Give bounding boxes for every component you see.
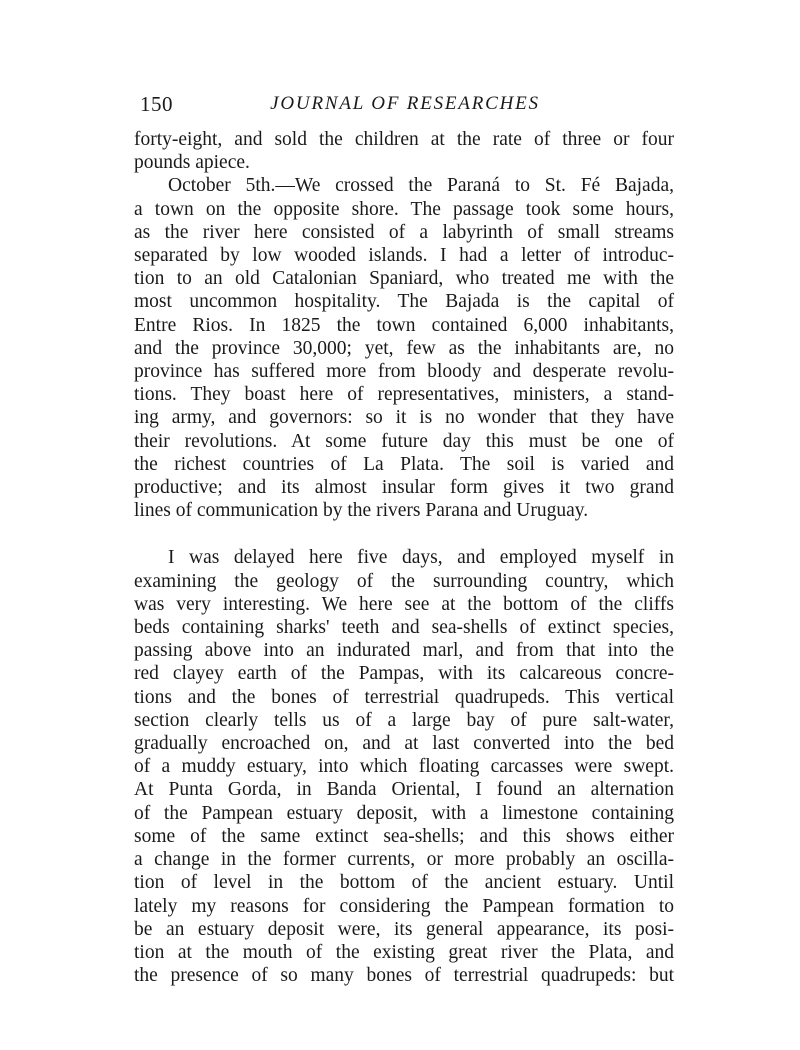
running-head: JOURNAL OF RESEARCHES [270,93,540,114]
text-line: some of the same extinct sea-shells; and this shows either [134,825,674,847]
text-line: the richest countries of La Plata. The soil is varied and [134,453,674,475]
text-line: tion to an old Catalonian Spaniard, who treated me with the [134,268,674,290]
text-line: most uncommon hospitality. The Bajada is the capital of [134,291,674,313]
text-line: lines of communication by the rivers Parana and Uruguay. [134,500,589,522]
text-line: red clayey earth of the Pampas, with its calcareous concre- [134,663,674,685]
paragraph-geology [134,546,674,987]
text-line: tions. They boast here of representatives, ministers, a stand- [134,384,674,406]
text-line: separated by low wooded islands. I had a letter of introduc- [134,245,674,267]
text-line: tions and the bones of terrestrial quadrupeds. This vertical [134,686,674,708]
text-line: forty-eight, and sold the children at the rate of three or four [134,129,674,150]
text-line: examining the geology of the surrounding country, which [134,570,674,592]
text-line: productive; and its almost insular form gives it two grand [134,477,674,499]
text-line: lately my reasons for considering the Pampean formation to [134,895,674,917]
text-line: tion at the mouth of the existing great river the Plata, and [134,941,674,963]
text-line: tion of level in the bottom of the ancient estuary. Until [134,872,674,894]
text-line: as the river here consisted of a labyrinth of small streams [134,221,674,243]
text-line: province has suffered more from bloody and desperate revolu- [134,361,674,383]
text-line: I was delayed here five days, and employed myself in [168,547,674,569]
body-text [134,128,674,987]
paragraph-continuation [134,128,674,174]
paragraph-october-5th [134,174,674,522]
text-line: was very interesting. We here see at the bottom of the cliffs [134,593,674,615]
page-number: 150 [140,92,173,116]
page-header [140,92,670,118]
text-line: ing army, and governors: so it is no wonder that they have [134,407,674,429]
text-line: pounds apiece. [134,152,250,174]
text-line: At Punta Gorda, in Banda Oriental, I found an alternation [134,779,674,801]
text-line: Entre Rios. In 1825 the town contained 6,000 inhabitants, [134,314,674,336]
paragraph-gap [134,522,674,546]
text-line: the presence of so many bones of terrestrial quadrupeds: but [134,965,674,987]
text-line: a change in the former currents, or more probably an oscilla- [134,849,674,871]
text-line: and the province 30,000; yet, few as the inhabitants are, no [134,337,674,359]
text-line: be an estuary deposit were, its general appearance, its posi- [134,918,674,940]
text-line: passing above into an indurated marl, and from that into the [134,640,674,662]
text-line: beds containing sharks' teeth and sea-shells of extinct species, [134,617,674,639]
text-line: gradually encroached on, and at last converted into the bed [134,733,674,755]
text-line: of a muddy estuary, into which floating carcasses were swept. [134,756,674,778]
text-line: of the Pampean estuary deposit, with a limestone containing [134,802,674,824]
text-line: section clearly tells us of a large bay of pure salt-water, [134,709,674,731]
text-line: October 5th.—We crossed the Paraná to St. Fé Bajada, [168,175,674,197]
text-line: a town on the opposite shore. The passage took some hours, [134,198,674,220]
text-line: their revolutions. At some future day this must be one of [134,430,674,452]
